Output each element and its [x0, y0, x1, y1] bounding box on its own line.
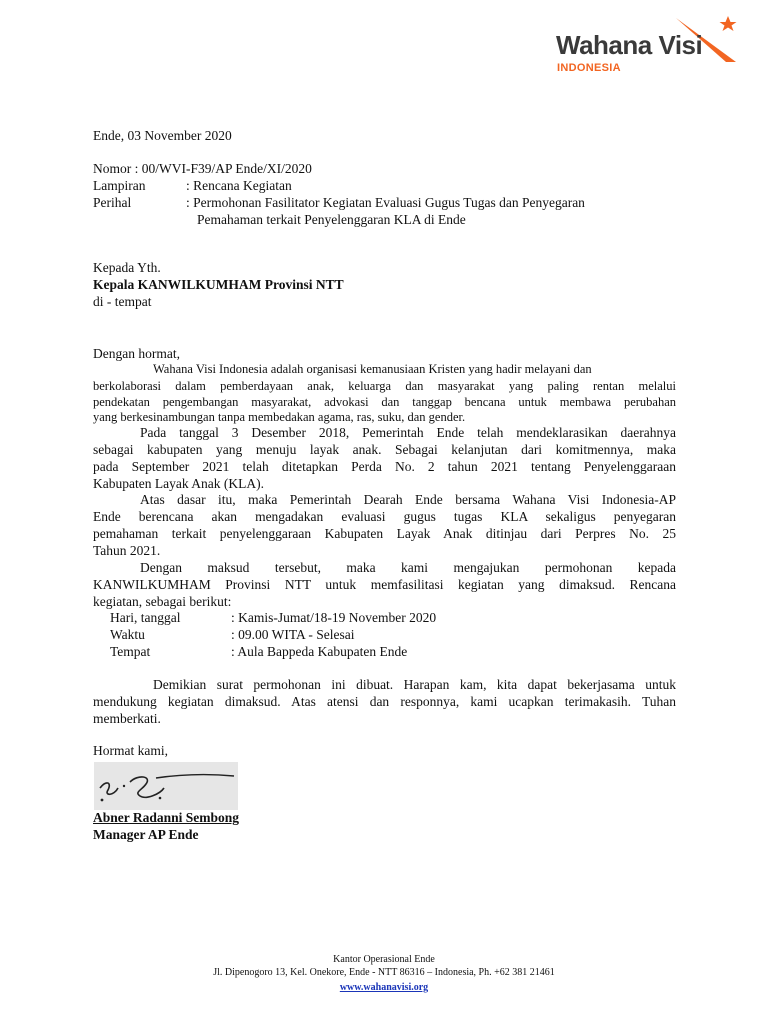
perihal-value-line1: : Permohonan Fasilitator Kegiatan Evaluasi Gugus Tugas dan Penyegaran — [186, 195, 585, 210]
recipient-line2: Kepala KANWILKUMHAM Provinsi NTT — [93, 277, 344, 292]
p2-line: pada September 2021 telah ditetapkan Perda No. 2 tahun 2021 tentang Penyelenggaraan — [93, 459, 676, 474]
p2-line: Pada tanggal 3 Desember 2018, Pemerintah Ende telah mendeklarasikan daerahnya — [140, 425, 676, 440]
schedule-value-day: : Kamis-Jumat/18-19 November 2020 — [231, 610, 437, 625]
signer-name: Abner Radanni Sembong — [93, 810, 240, 825]
p3-line: Ende berencana akan mengadakan evaluasi gugus tugas KLA sekaligus penyegaran — [93, 509, 676, 524]
schedule-label-place: Tempat — [110, 644, 151, 659]
p3-line: Tahun 2021. — [93, 543, 161, 558]
p1-line: pendekatan pengembangan masyarakat, advokasi dan tanggap bencana untuk membawa perubahan — [93, 395, 676, 409]
recipient-line3: di - tempat — [93, 294, 152, 309]
closing: Hormat kami, — [93, 743, 168, 758]
signer-title: Manager AP Ende — [93, 827, 199, 842]
p5-line: memberkati. — [93, 711, 161, 726]
schedule-label-time: Waktu — [110, 627, 145, 642]
signature-scribble — [94, 762, 238, 810]
schedule-label-day: Hari, tanggal — [110, 610, 181, 625]
logo-subtitle: INDONESIA — [557, 62, 621, 74]
schedule-value-time: : 09.00 WITA - Selesai — [231, 627, 355, 642]
footer-office: Kantor Operasional Ende — [333, 954, 435, 965]
p4-line: Dengan maksud tersebut, maka kami mengajukan permohonan kepada — [140, 560, 676, 575]
schedule-value-place: : Aula Bappeda Kabupaten Ende — [231, 644, 408, 659]
footer-address: Jl. Dipenogoro 13, Kel. Onekore, Ende - NTT 86316 – Indonesia, Ph. +62 381 21461 — [213, 967, 555, 978]
p2-line: Kabupaten Layak Anak (KLA). — [93, 476, 264, 491]
p1-line: yang berkesinambungan tanpa membedakan agama, ras, suku, dan gender. — [93, 410, 466, 424]
perihal-label: Perihal — [93, 195, 132, 210]
p1-line: Wahana Visi Indonesia adalah organisasi kemanusiaan Kristen yang hadir melayani dan — [153, 362, 592, 376]
p3-line: pemahaman terkait penyelenggaraan Kabupaten Layak Anak ditinjau dari Perpres No. 25 — [93, 526, 676, 541]
p4-line: kegiatan, sebagai berikut: — [93, 594, 232, 609]
lampiran-label: Lampiran — [93, 178, 146, 193]
lampiran-value: : Rencana Kegiatan — [186, 178, 292, 193]
greeting: Dengan hormat, — [93, 346, 180, 361]
p5-line: Demikian surat permohonan ini dibuat. Harapan kam, kita dapat bekerjasama untuk — [153, 677, 676, 692]
p2-line: sebagai kabupaten yang menuju layak anak. Sebagai kelanjutan dari komitmennya, maka — [93, 442, 676, 457]
logo-name: Wahana Visi — [556, 30, 703, 60]
perihal-value-line2: Pemahaman terkait Penyelenggaran KLA di Ende — [197, 212, 466, 227]
signature-image — [94, 762, 238, 810]
footer-website-link[interactable]: www.wahanavisi.org — [339, 982, 429, 993]
letter-number: Nomor : 00/WVI-F39/AP Ende/XI/2020 — [93, 161, 312, 176]
p1-line: berkolaborasi dalam pemberdayaan anak, keluarga dan masyarakat yang paling rentan melalui — [93, 379, 676, 393]
p3-line: Atas dasar itu, maka Pemerintah Dearah Ende bersama Wahana Visi Indonesia-AP — [140, 492, 676, 507]
p4-line: KANWILKUMHAM Provinsi NTT untuk memfasilitasi kegiatan yang dimaksud. Rencana — [93, 577, 676, 592]
recipient-line1: Kepada Yth. — [93, 260, 161, 275]
place-date: Ende, 03 November 2020 — [93, 128, 232, 143]
p5-line: mendukung kegiatan dimaksud. Atas atensi dan responnya, kami ucapkan terimakasih. Tuhan — [93, 694, 676, 709]
